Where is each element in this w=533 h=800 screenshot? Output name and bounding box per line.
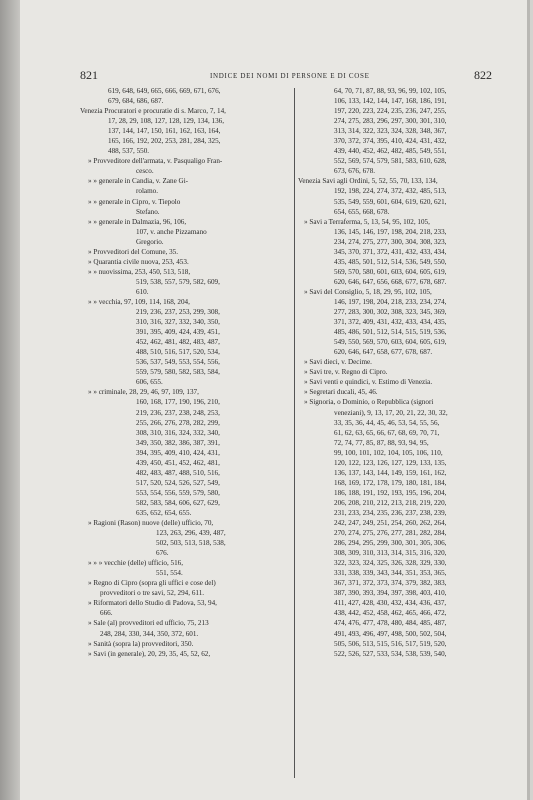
index-line-text: 535, 549, 559, 601, 604, 619, 620, 621,: [334, 197, 447, 206]
index-line: [80, 86, 290, 96]
index-line-text: 438, 442, 452, 458, 462, 465, 466, 472,: [334, 609, 447, 618]
index-line: [298, 96, 516, 106]
index-line-text: 308, 310, 316, 324, 332, 340,: [136, 428, 220, 437]
index-line-text: » Riformatori dello Studio di Padova, 53, 94,: [88, 599, 217, 608]
index-line-text: 620, 646, 647, 656, 668, 677, 678, 687.: [334, 277, 447, 286]
index-line: [298, 438, 516, 448]
book-gutter: [0, 0, 20, 800]
index-line-text: 33, 35, 36, 44, 45, 46, 53, 54, 55, 56,: [334, 418, 440, 427]
index-line-text: 552, 569, 574, 579, 581, 583, 610, 628,: [334, 157, 447, 166]
index-line: [80, 297, 290, 307]
index-line: [298, 608, 516, 618]
index-line: [298, 217, 516, 227]
index-line-text: 308, 309, 310, 313, 314, 315, 316, 320,: [334, 549, 447, 558]
index-line-text: » » generale in Candia, v. Zane Gi-: [88, 177, 189, 186]
index-line: [80, 448, 290, 458]
index-line: [80, 578, 290, 588]
index-line: [298, 146, 516, 156]
index-line: [80, 277, 290, 287]
index-line-text: 99, 100, 101, 102, 104, 105, 106, 110,: [334, 448, 443, 457]
index-line-text: Venezia Savi agli Ordini, 5, 52, 55, 70, 133, 134,: [298, 177, 438, 186]
index-line-text: 286, 294, 295, 299, 300, 301, 305, 306,: [334, 539, 447, 548]
index-line: [80, 367, 290, 377]
index-line-text: 391, 395, 409, 424, 439, 451,: [136, 328, 220, 337]
index-line-text: 120, 122, 123, 126, 127, 129, 133, 135,: [334, 458, 447, 467]
index-line-text: 619, 648, 649, 665, 666, 669, 671, 676,: [108, 87, 221, 95]
index-line: [80, 166, 290, 176]
index-line: [298, 186, 516, 196]
index-line: [80, 639, 290, 649]
index-line-text: 219, 236, 237, 253, 299, 308,: [136, 308, 220, 317]
index-line-text: 536, 537, 549, 553, 554, 556,: [136, 358, 220, 367]
index-line: [80, 197, 290, 207]
index-line-text: 248, 284, 330, 344, 350, 372, 601.: [100, 629, 199, 638]
index-line: [298, 498, 516, 508]
index-line: [298, 156, 516, 166]
index-line: [80, 478, 290, 488]
index-line-text: 582, 583, 584, 606, 627, 629,: [136, 498, 220, 507]
index-line-text: » Signoria, o Dominio, o Repubblica (signori: [304, 398, 434, 407]
index-line-text: 219, 236, 237, 238, 248, 253,: [136, 408, 220, 417]
index-line-text: 411, 427, 428, 430, 432, 434, 436, 437,: [334, 599, 447, 608]
page-edge: [527, 0, 530, 800]
index-line-text: 474, 476, 477, 478, 480, 484, 485, 487,: [334, 619, 447, 628]
index-line: [80, 387, 290, 397]
index-line-text: 106, 133, 142, 144, 147, 168, 186, 191,: [334, 97, 447, 106]
index-line-text: 206, 208, 210, 212, 213, 218, 219, 220,: [334, 498, 447, 507]
index-line: [298, 176, 516, 186]
index-line-text: 676.: [156, 549, 169, 558]
index-line: [80, 267, 290, 277]
index-line-text: 517, 520, 524, 526, 527, 549,: [136, 478, 220, 487]
index-line-text: » » criminale, 28, 29, 46, 97, 109, 137,: [88, 388, 199, 397]
index-line-text: 485, 486, 501, 512, 514, 515, 519, 536,: [334, 328, 447, 337]
index-line: [298, 568, 516, 578]
index-line: [298, 367, 516, 377]
index-line-text: 679, 684, 686, 687.: [108, 97, 164, 106]
index-line: [80, 347, 290, 357]
index-line-text: 146, 197, 198, 204, 218, 233, 234, 274,: [334, 297, 447, 306]
index-line-text: 367, 371, 372, 373, 374, 379, 382, 383,: [334, 579, 447, 588]
index-line: [80, 307, 290, 317]
index-line-text: 435, 485, 501, 512, 514, 536, 549, 550,: [334, 257, 447, 266]
index-line-text: 255, 266, 276, 278, 282, 299,: [136, 418, 220, 427]
column-rule: [294, 88, 295, 778]
index-line: [80, 558, 290, 568]
index-line-text: » Provveditore dell'armata, v. Pasqualigo Fran-: [88, 157, 223, 166]
index-line-text: 165, 166, 192, 202, 253, 281, 284, 325,: [108, 137, 221, 146]
index-line: [80, 357, 290, 367]
index-line: [298, 488, 516, 498]
index-line: [80, 186, 290, 196]
index-line: [80, 116, 290, 126]
index-line-text: » » generale in Dalmazia, 96, 106,: [88, 217, 187, 226]
index-line-text: » » generale in Cipro, v. Tiepolo: [88, 197, 181, 206]
index-line: [298, 197, 516, 207]
index-line: [80, 538, 290, 548]
index-line-text: » Savi a Terraferma, 5, 13, 54, 95, 102, 105,: [304, 217, 430, 226]
index-line: [298, 126, 516, 136]
index-line: [298, 528, 516, 538]
index-line: [80, 588, 290, 598]
index-line-text: » Savi tre, v. Regno di Cipro.: [304, 368, 388, 377]
index-line: [298, 408, 516, 418]
index-line: [298, 86, 516, 96]
index-line: [298, 418, 516, 428]
index-line: [80, 418, 290, 428]
index-line: [80, 257, 290, 267]
running-title: INDICE DEI NOMI DI PERSONE E DI COSE: [210, 72, 370, 80]
index-line-text: 186, 188, 191, 192, 193, 195, 196, 204,: [334, 488, 447, 497]
index-line: [80, 508, 290, 518]
index-line-text: 439, 440, 452, 462, 482, 485, 549, 551,: [334, 147, 447, 156]
index-line: [298, 106, 516, 116]
index-line-text: 349, 350, 382, 386, 387, 391,: [136, 438, 220, 447]
index-line: [298, 558, 516, 568]
index-line-text: 502, 503, 513, 518, 538,: [156, 539, 226, 548]
index-line: [80, 237, 290, 247]
index-line: [298, 337, 516, 347]
index-line-text: » » vecchia, 97, 109, 114, 168, 204,: [88, 297, 190, 306]
left-page-number: 821: [80, 68, 98, 82]
index-line: [298, 207, 516, 217]
index-line: [80, 488, 290, 498]
index-line: [298, 478, 516, 488]
index-line: [80, 608, 290, 618]
index-line: [298, 629, 516, 639]
index-line-text: 17, 28, 29, 108, 127, 128, 129, 134, 136,: [108, 117, 225, 126]
index-line-text: 606, 655.: [136, 378, 163, 387]
index-line-text: Gregorio.: [136, 237, 164, 246]
index-line-text: 168, 169, 172, 178, 179, 180, 181, 184,: [334, 478, 447, 487]
index-line-text: » Regno di Cipro (sopra gli uffici e cose del): [88, 579, 216, 588]
index-line: [298, 397, 516, 407]
index-line: [298, 448, 516, 458]
index-line: [80, 629, 290, 639]
index-line: [298, 297, 516, 307]
index-line-text: 491, 493, 496, 497, 498, 500, 502, 504,: [334, 629, 447, 638]
index-line: [298, 548, 516, 558]
index-line: [80, 397, 290, 407]
index-line-text: » Quarantia civile nuova, 253, 453.: [88, 257, 189, 266]
index-line-text: 331, 338, 339, 343, 344, 351, 353, 365,: [334, 569, 447, 578]
index-line: [298, 468, 516, 478]
index-line-text: 322, 323, 324, 325, 326, 328, 329, 330,: [334, 559, 447, 568]
index-line: [298, 267, 516, 277]
index-line-text: » Segretari ducali, 45, 46.: [304, 388, 378, 397]
index-line-text: 666.: [100, 609, 113, 618]
index-line: [80, 548, 290, 558]
index-line-text: 482, 483, 487, 488, 510, 516,: [136, 468, 220, 477]
index-line-text: 160, 168, 177, 190, 196, 210,: [136, 398, 220, 407]
index-line: [298, 538, 516, 548]
index-line: [80, 176, 290, 186]
index-line: [80, 377, 290, 387]
index-line: [80, 146, 290, 156]
index-line-text: 192, 198, 224, 274, 372, 432, 485, 513,: [334, 187, 447, 196]
index-line: [80, 327, 290, 337]
index-line-text: 123, 263, 296, 439, 487,: [156, 529, 226, 538]
index-line-text: 136, 145, 146, 197, 198, 204, 218, 233,: [334, 227, 447, 236]
index-line: [298, 237, 516, 247]
index-line-text: 635, 652, 654, 655.: [136, 508, 192, 517]
index-line: [298, 598, 516, 608]
index-line-text: 569, 570, 580, 601, 603, 604, 605, 619,: [334, 267, 447, 276]
index-line: [298, 618, 516, 628]
index-line-text: 234, 274, 275, 277, 300, 304, 308, 323,: [334, 237, 447, 246]
index-line-text: 549, 550, 569, 570, 603, 604, 605, 619,: [334, 338, 447, 347]
index-line: [80, 247, 290, 257]
index-line: [298, 247, 516, 257]
index-line-text: 370, 372, 374, 395, 410, 424, 431, 432,: [334, 137, 447, 146]
index-line: [80, 618, 290, 628]
index-line: [80, 528, 290, 538]
index-line-text: 274, 275, 283, 296, 297, 300, 301, 310,: [334, 117, 447, 126]
index-line: [298, 588, 516, 598]
index-line: [298, 458, 516, 468]
index-line: [298, 387, 516, 397]
index-line: [80, 136, 290, 146]
index-line-text: 488, 537, 550.: [108, 147, 150, 156]
index-line: [80, 649, 290, 659]
index-line: [80, 217, 290, 227]
index-line: [80, 408, 290, 418]
index-line-text: 137, 144, 147, 150, 161, 162, 163, 164,: [108, 127, 221, 136]
index-line-text: Venezia Procuratori e procuratie di s. Marco, 7, 14,: [80, 107, 226, 116]
index-line-text: 345, 370, 371, 372, 431, 432, 433, 434,: [334, 247, 447, 256]
index-line: [80, 568, 290, 578]
index-line-text: cesco.: [136, 167, 154, 176]
index-line: [80, 106, 290, 116]
index-line-text: » Provveditori del Comune, 35.: [88, 247, 179, 256]
index-line-text: 551, 554.: [156, 569, 183, 578]
index-line: [80, 156, 290, 166]
index-line: [298, 227, 516, 237]
index-line-text: 519, 538, 557, 579, 582, 609,: [136, 277, 220, 286]
index-line: [80, 96, 290, 106]
index-line: [298, 377, 516, 387]
index-line-text: » » » vecchie (delle) ufficio, 516,: [88, 559, 184, 568]
index-line: [298, 578, 516, 588]
index-line-text: » Savi del Consiglio, 5, 18, 29, 95, 102, 105,: [304, 287, 432, 296]
index-line-text: 64, 70, 71, 87, 88, 93, 96, 99, 102, 105,: [334, 87, 447, 95]
index-line-text: 673, 676, 678.: [334, 167, 376, 176]
index-line-text: 505, 506, 513, 515, 516, 517, 519, 520,: [334, 639, 447, 648]
index-line-text: 277, 283, 300, 302, 308, 323, 345, 369,: [334, 308, 447, 317]
index-line-text: 371, 372, 409, 431, 432, 433, 434, 435,: [334, 318, 447, 327]
index-line: [80, 126, 290, 136]
index-line-text: rolamo.: [136, 187, 159, 196]
index-line: [80, 227, 290, 237]
index-line: [298, 257, 516, 267]
index-line-text: » Sanità (sopra la) provveditori, 350.: [88, 639, 194, 648]
index-line-text: 620, 646, 647, 658, 677, 678, 687.: [334, 348, 433, 357]
index-line-text: 488, 510, 516, 517, 520, 534,: [136, 348, 220, 357]
index-line-text: veneziani), 9, 13, 17, 20, 21, 22, 30, 32,: [334, 408, 448, 417]
index-line: [298, 357, 516, 367]
index-line-text: » Savi venti e quindici, v. Estimo di Venezia.: [304, 378, 433, 387]
index-line: [80, 468, 290, 478]
index-line-text: provveditori o tre savi, 52, 294, 611.: [100, 589, 205, 598]
right-index-column: [298, 86, 516, 659]
index-line-text: 313, 314, 322, 323, 324, 328, 348, 367,: [334, 127, 447, 136]
index-line: [80, 598, 290, 608]
index-line: [298, 639, 516, 649]
index-line-text: 270, 274, 275, 276, 277, 281, 282, 284,: [334, 529, 447, 538]
left-index-column: [80, 86, 290, 659]
index-line: [298, 428, 516, 438]
index-line-text: » Savi (in generale), 20, 29, 35, 45, 52, 62,: [88, 649, 211, 658]
index-line-text: 61, 62, 63, 65, 66, 67, 68, 69, 70, 71,: [334, 428, 440, 437]
index-line-text: 242, 247, 249, 251, 254, 260, 262, 264,: [334, 519, 447, 528]
index-line-text: 439, 450, 451, 452, 462, 481,: [136, 458, 220, 467]
right-page-number: 822: [474, 68, 492, 82]
index-line: [298, 508, 516, 518]
index-line: [298, 287, 516, 297]
index-line: [298, 327, 516, 337]
index-line: [80, 498, 290, 508]
index-line-text: 522, 526, 527, 533, 534, 538, 539, 540,: [334, 649, 447, 658]
index-line-text: 654, 655, 668, 678.: [334, 207, 390, 216]
index-line-text: 452, 462, 481, 482, 483, 487,: [136, 338, 220, 347]
index-line: [298, 307, 516, 317]
index-line-text: 107, v. anche Pizzamano: [136, 227, 207, 236]
index-line-text: Stefano.: [136, 207, 160, 216]
index-line-text: 72, 74, 77, 85, 87, 88, 93, 94, 95,: [334, 438, 429, 447]
index-line-text: » Savi dieci, v. Decime.: [304, 358, 372, 367]
index-line-text: 553, 554, 556, 559, 579, 580,: [136, 488, 220, 497]
index-line: [80, 317, 290, 327]
index-line: [298, 166, 516, 176]
index-line-text: 387, 390, 393, 394, 397, 398, 403, 410,: [334, 589, 447, 598]
index-line: [298, 518, 516, 528]
index-line-text: 136, 137, 143, 144, 149, 159, 161, 162,: [334, 468, 447, 477]
index-line: [298, 347, 516, 357]
index-line-text: 310, 316, 327, 332, 340, 350,: [136, 318, 220, 327]
index-line-text: » Ragioni (Rason) nuove (delle) ufficio, 70,: [88, 519, 214, 528]
index-line-text: 610.: [136, 287, 149, 296]
index-line: [80, 287, 290, 297]
index-line: [80, 428, 290, 438]
index-line: [298, 649, 516, 659]
index-line-text: 394, 395, 409, 410, 424, 431,: [136, 448, 220, 457]
index-line: [80, 207, 290, 217]
index-line-text: 197, 220, 223, 224, 235, 236, 247, 255,: [334, 107, 447, 116]
index-line-text: 231, 233, 234, 235, 236, 237, 238, 239,: [334, 508, 447, 517]
index-line: [80, 458, 290, 468]
index-line: [298, 317, 516, 327]
index-line-text: » » nuovissima, 253, 450, 513, 518,: [88, 267, 191, 276]
index-line-text: » Sale (al) provveditori ed ufficio, 75, 213: [88, 619, 209, 628]
index-line: [298, 116, 516, 126]
index-line: [298, 277, 516, 287]
index-line: [80, 337, 290, 347]
index-line-text: 559, 579, 580, 582, 583, 584,: [136, 368, 220, 377]
index-line: [80, 518, 290, 528]
index-line: [298, 136, 516, 146]
index-line: [80, 438, 290, 448]
